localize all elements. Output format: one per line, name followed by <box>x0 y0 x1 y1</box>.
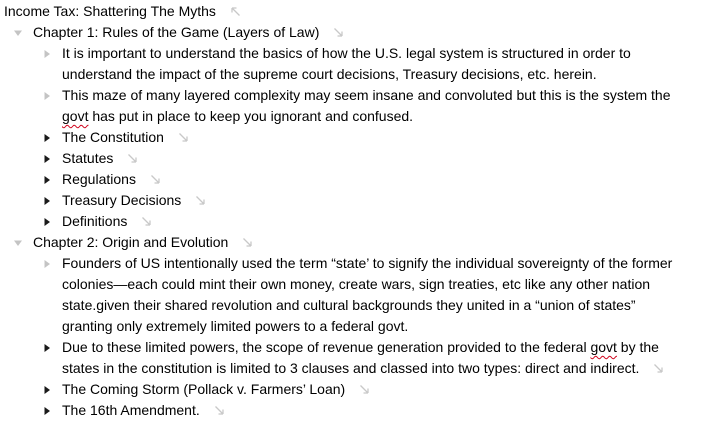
item-label: Regulations <box>62 171 136 187</box>
disclosure-collapsed-icon[interactable] <box>41 253 53 274</box>
item-label: The Coming Storm (Pollack v. Farmers’ Loan) <box>62 381 346 397</box>
note-line: granting only extremely limited powers to a federal govt. <box>62 318 409 334</box>
note-line: colonies—each could mint their own money, create wars, sign treaties, etc like any other nation <box>62 276 651 292</box>
jump-down-right-icon[interactable] <box>653 363 664 374</box>
note-line: state.given their shared revolution and cultural backgrounds they united in a “union of states” <box>62 297 636 313</box>
disclosure-expanded-icon[interactable] <box>12 22 24 43</box>
note-line: by the <box>616 339 659 355</box>
disclosure-expanded-icon[interactable] <box>12 232 24 253</box>
item-label: The Constitution <box>62 129 164 145</box>
jump-down-right-icon[interactable] <box>141 216 152 227</box>
note-line: states in the constitution is limited to 3 clauses and classed into two types: direct and indirect. <box>62 360 640 376</box>
title-text: Income Tax: Shattering The Myths <box>4 3 216 19</box>
jump-down-right-icon[interactable] <box>178 132 189 143</box>
disclosure-collapsed-icon[interactable] <box>41 190 53 211</box>
disclosure-collapsed-icon[interactable] <box>41 379 53 400</box>
disclosure-collapsed-icon[interactable] <box>41 337 53 358</box>
item-label: Treasury Decisions <box>62 192 182 208</box>
jump-down-right-icon[interactable] <box>127 153 138 164</box>
note-line: This maze of many layered complexity may seem insane and convoluted but this is the system the <box>62 87 671 103</box>
disclosure-collapsed-icon[interactable] <box>41 169 53 190</box>
misspelled-word[interactable]: govt <box>590 339 617 355</box>
disclosure-collapsed-icon[interactable] <box>41 43 53 64</box>
item-label: Definitions <box>62 213 128 229</box>
misspelled-word[interactable]: govt <box>62 108 89 124</box>
jump-down-right-icon[interactable] <box>242 237 253 248</box>
note-line: It is important to understand the basics of how the U.S. legal system is structured in order to <box>62 45 631 61</box>
jump-down-right-icon[interactable] <box>333 27 344 38</box>
disclosure-collapsed-icon[interactable] <box>41 127 53 148</box>
jump-down-right-icon[interactable] <box>214 405 225 416</box>
note-line: understand the impact of the supreme court decisions, Treasury decisions, etc. herein. <box>62 66 597 82</box>
disclosure-collapsed-icon[interactable] <box>41 400 53 421</box>
note-line: has put in place to keep you ignorant and confused. <box>88 108 414 124</box>
jump-down-right-icon[interactable] <box>150 174 161 185</box>
item-label: Statutes <box>62 150 114 166</box>
chapter-2-title: Chapter 2: Origin and Evolution <box>33 234 229 250</box>
jump-up-left-icon[interactable] <box>230 6 241 17</box>
jump-down-right-icon[interactable] <box>359 384 370 395</box>
note-line: Founders of US intentionally used the term “state’ to signify the individual sovereignty of the former <box>62 255 673 271</box>
item-label: The 16th Amendment. <box>62 402 200 418</box>
disclosure-collapsed-icon[interactable] <box>41 211 53 232</box>
chapter-1-title: Chapter 1: Rules of the Game (Layers of Law) <box>33 24 320 40</box>
note-line: Due to these limited powers, the scope of revenue generation provided to the federal <box>62 339 591 355</box>
jump-down-right-icon[interactable] <box>195 195 206 206</box>
disclosure-collapsed-icon[interactable] <box>41 85 53 106</box>
disclosure-collapsed-icon[interactable] <box>41 148 53 169</box>
